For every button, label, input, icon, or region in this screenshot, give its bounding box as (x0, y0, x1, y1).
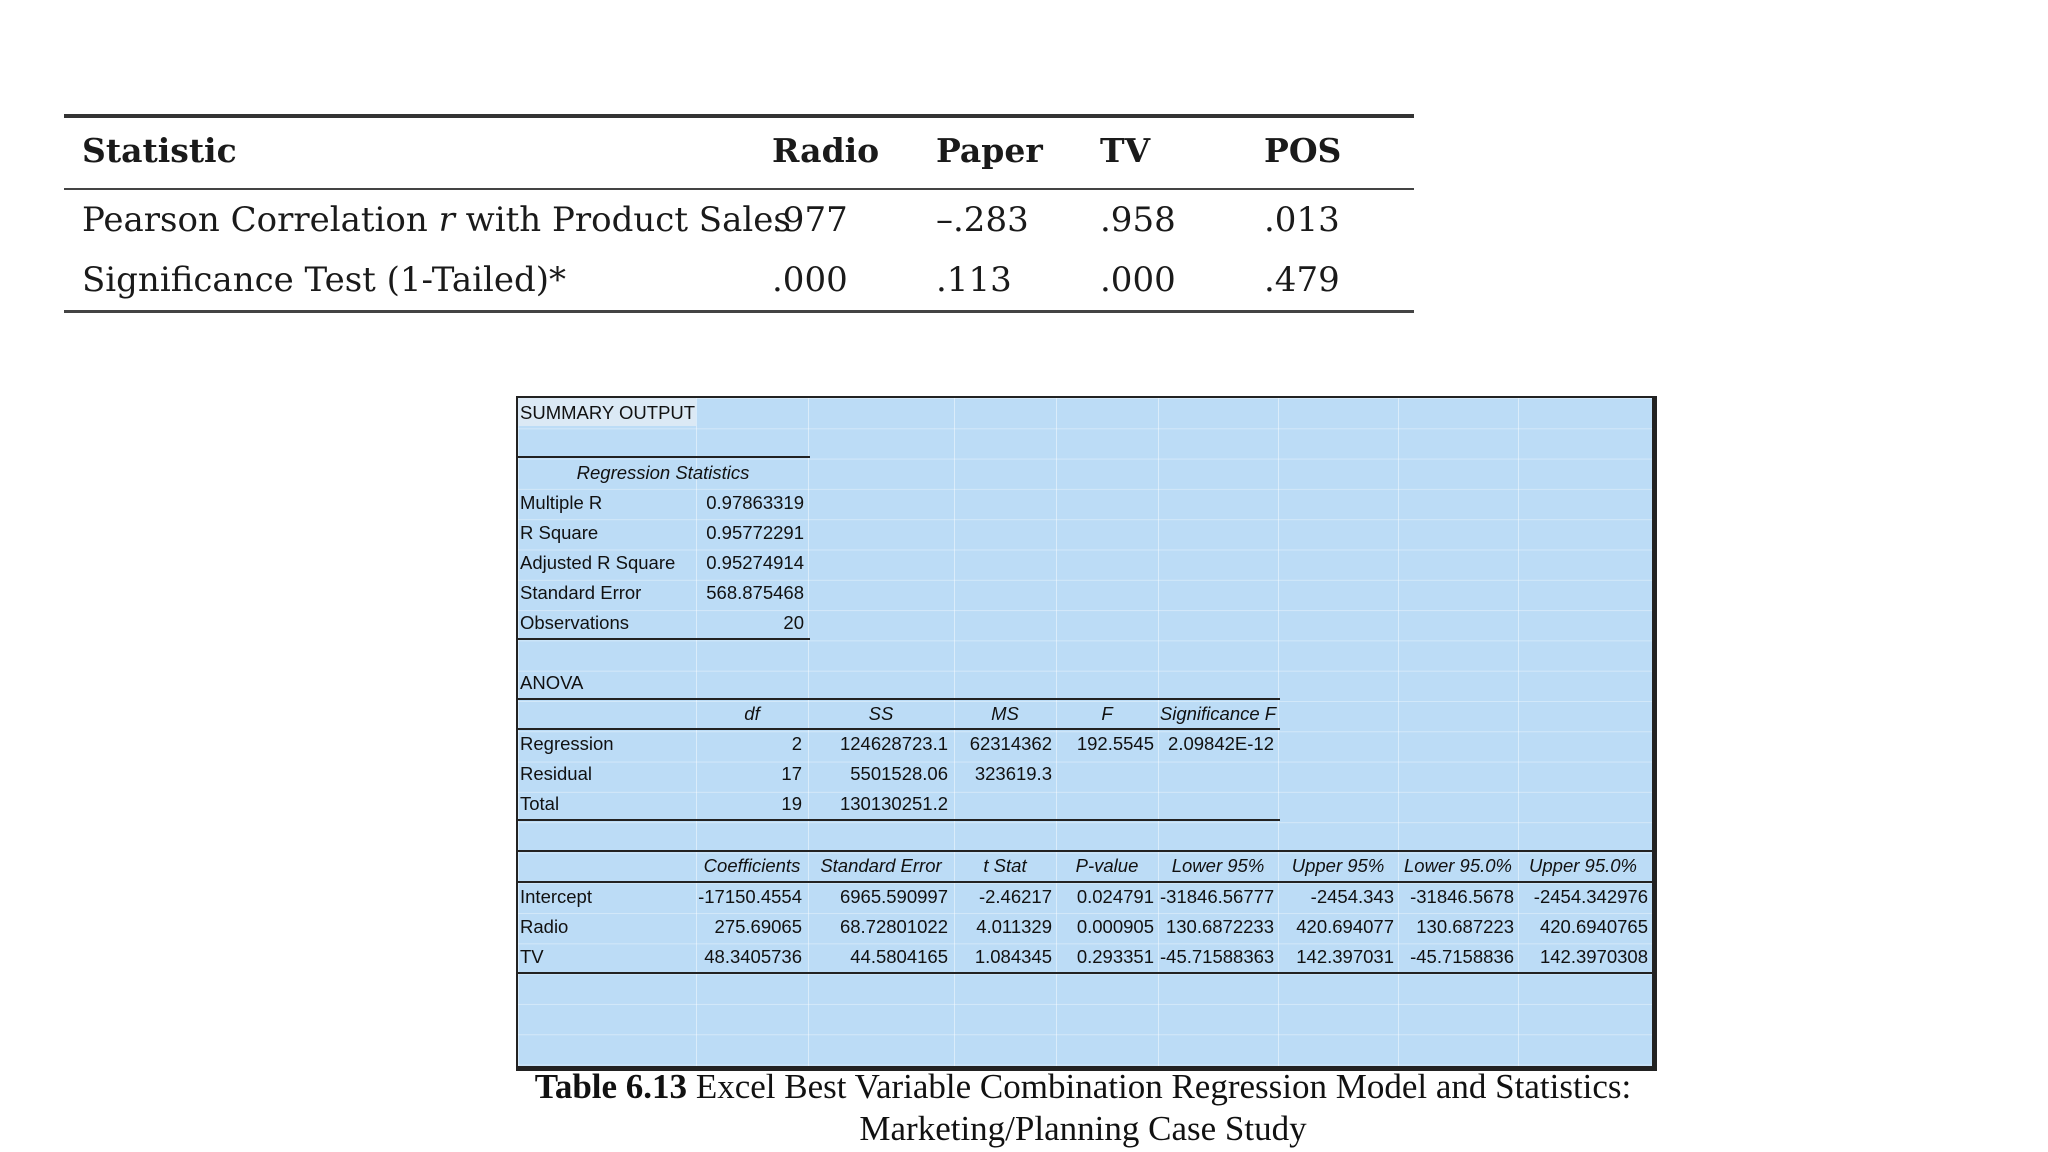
significance-tv: .000 (1100, 260, 1176, 300)
coef-header: Lower 95.0% (1404, 855, 1512, 876)
header-pos: POS (1264, 131, 1342, 170)
significance-pos: .479 (1264, 260, 1340, 300)
coef-header: t Stat (983, 855, 1027, 876)
anova-header: SS (868, 703, 894, 724)
excel-summary-output: SUMMARY OUTPUT Regression Statistics Multiple R 0.97863319 R Square 0.95772291 Adjusted R Square 0.95274914 Standard Error 568.875468 Observations 20 ANOVA df SS MS F Significance F Regression 2 124628723.1 62314362 192.5545 2.09842E-12 Residual 17 5501528.06 323619.3 Total 19 130130251.2 Coefficients Standard Error t Stat P-value Lower 95% Upper 95% Lower 95.0% Upper 95.0% Intercept -17150.4554 6965.590997 -2.46217 0.024791 -31846.56777 -2454.343 -31846.5678 -2454.342976 Radio 275.69065 68.72801022 4.011329 0.000905 130.6872233 420.694077 130.687223 420.6940765 TV 48.3405736 44.5804165 1.084345 0.293351 -45.71588363 142.397031 -45.7158836 142.3970308 (516, 396, 1657, 1071)
stat-label: Adjusted R Square (520, 552, 676, 573)
anova-header: df (744, 703, 760, 724)
pearson-paper: –.283 (936, 200, 1029, 240)
stat-label: R Square (520, 522, 599, 543)
summary-title: SUMMARY OUTPUT (520, 402, 696, 423)
stat-value: 568.875468 (706, 582, 804, 603)
pearson-tv: .958 (1100, 200, 1176, 240)
coef-header: Coefficients (703, 855, 801, 876)
coef-header: Standard Error (820, 855, 942, 876)
pearson-label: Pearson Correlation r with Product Sales (82, 200, 791, 240)
header-radio: Radio (772, 131, 880, 170)
anova-header: Significance F (1159, 703, 1277, 724)
stat-value: 0.95274914 (706, 552, 804, 573)
correlation-table (64, 114, 1414, 313)
coef-header: Upper 95% (1291, 855, 1385, 876)
anova-header: F (1101, 703, 1113, 724)
pearson-radio: .977 (772, 200, 848, 240)
regression-statistics-heading: Regression Statistics (576, 462, 750, 483)
stat-value: 0.97863319 (706, 492, 804, 513)
coef-header: Lower 95% (1171, 855, 1265, 876)
significance-paper: .113 (936, 260, 1012, 300)
significance-row (64, 250, 1414, 313)
table-caption (516, 1066, 1650, 1150)
caption-label: Table 6.13 (534, 1067, 688, 1106)
header-statistic: Statistic (82, 131, 237, 170)
anova-header: MS (991, 703, 1019, 724)
stat-value: 20 (783, 612, 804, 633)
header-tv: TV (1100, 131, 1151, 170)
pearson-pos: .013 (1264, 200, 1340, 240)
header-paper: Paper (936, 131, 1043, 170)
coef-header: Upper 95.0% (1529, 855, 1637, 876)
stat-label: Observations (520, 612, 629, 633)
coef-header: P-value (1075, 855, 1139, 876)
significance-label: Significance Test (1-Tailed)* (82, 260, 567, 300)
stat-label: Standard Error (520, 582, 642, 603)
caption-text: Excel Best Variable Combination Regression Model and Statistics: Marketing/Planning Case Study (687, 1067, 1632, 1148)
stat-value: 0.95772291 (706, 522, 804, 543)
anova-title: ANOVA (520, 672, 584, 693)
correlation-header-row (64, 114, 1414, 190)
stat-label: Multiple R (520, 492, 603, 513)
significance-radio: .000 (772, 260, 848, 300)
pearson-row (64, 190, 1414, 250)
